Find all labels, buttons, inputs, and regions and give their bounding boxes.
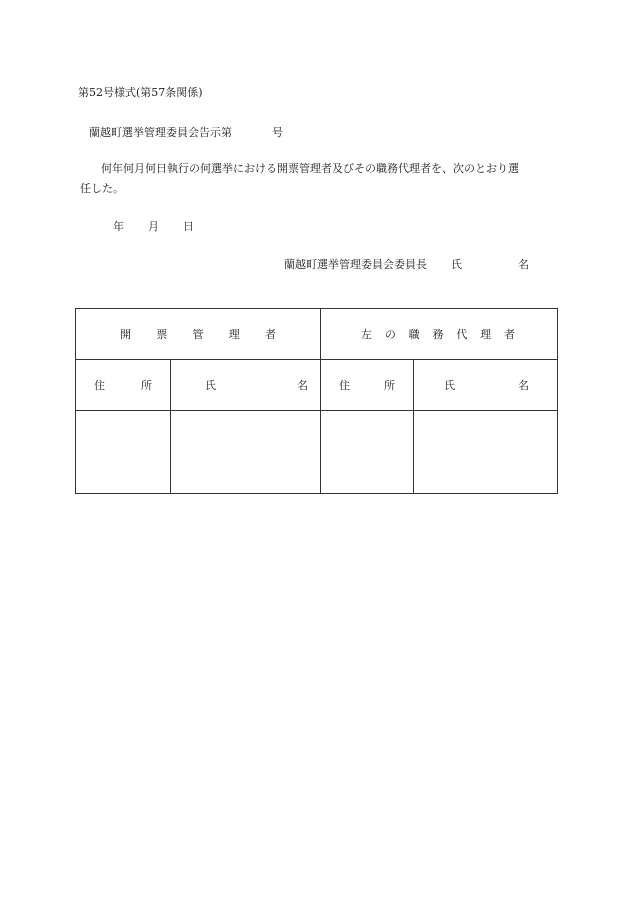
column-name-manager: 氏 名 [171, 360, 321, 411]
notice-prefix: 蘭越町選挙管理委員会告示第 [89, 126, 232, 139]
header-counting-manager: 開 票 管 理 者 [76, 309, 321, 360]
signer-mei: 名 [518, 258, 529, 271]
date-day: 日 [183, 220, 194, 233]
column-address-deputy: 住 所 [321, 360, 414, 411]
signer-shi: 氏 [451, 258, 462, 271]
date-month: 月 [148, 220, 159, 233]
cell-address-deputy [321, 411, 414, 494]
cell-address-manager [76, 411, 171, 494]
notice-number-line [89, 124, 283, 140]
appointee-table [75, 308, 558, 494]
body-text-line-1: 何年何月何日執行の何選挙における開票管理者及びその職務代理者を、次のとおり選 [101, 162, 519, 175]
date-year: 年 [113, 220, 124, 233]
header-deputy: 左 の 職 務 代 理 者 [321, 309, 558, 360]
date-line [113, 218, 194, 234]
body-text-line-2: 任した。 [80, 182, 124, 195]
notice-suffix: 号 [272, 126, 283, 139]
form-number: 第52号様式(第57条関係) [78, 86, 203, 99]
cell-name-manager [171, 411, 321, 494]
signer-line [284, 256, 529, 272]
column-address-manager: 住 所 [76, 360, 171, 411]
signer-title: 蘭越町選挙管理委員会委員長 [284, 258, 427, 271]
cell-name-deputy [414, 411, 558, 494]
column-name-deputy: 氏 名 [414, 360, 558, 411]
